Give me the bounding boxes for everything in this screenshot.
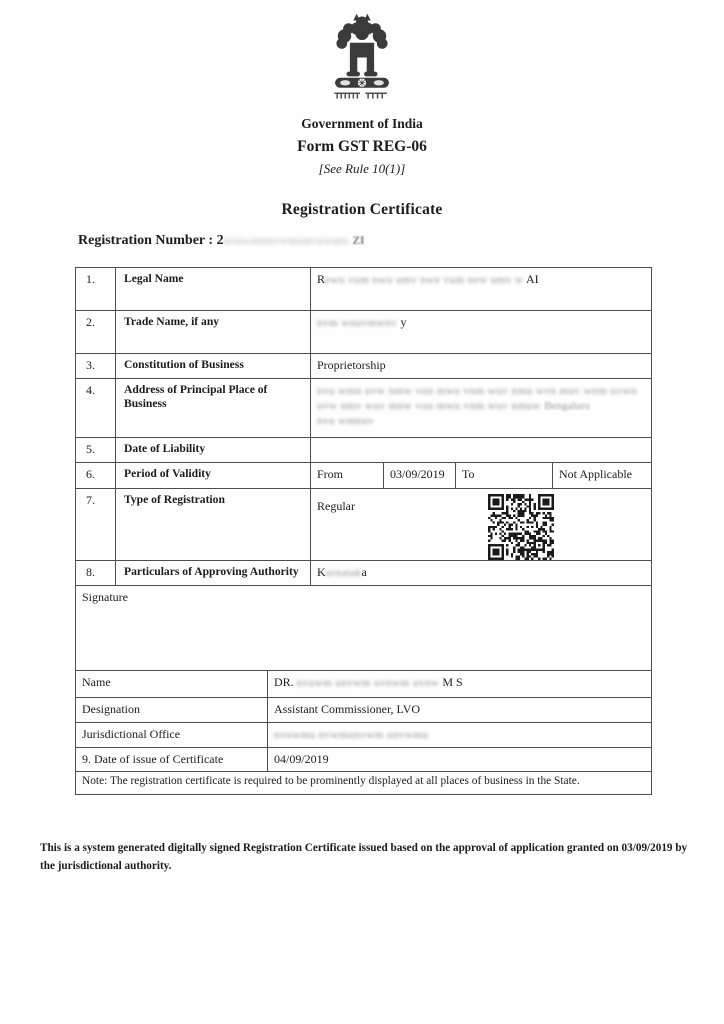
legal-name-label: Legal Name	[116, 268, 311, 310]
authority-visible-prefix: K	[317, 565, 326, 579]
legal-name-value	[311, 268, 651, 310]
row-number: 1.	[76, 268, 116, 310]
registration-type-text: Regular	[317, 499, 355, 513]
row-legal-name	[76, 268, 651, 311]
address-line1-redacted: nvu wmn uvw nmw vun mwu vnm wuv nmu wvn muv wnm uvwn	[317, 385, 637, 397]
authority-visible-suffix: a	[361, 565, 367, 579]
address-line3-redacted: nvu wmnuv	[317, 415, 374, 427]
row-type-of-registration	[76, 489, 651, 561]
jurisdictional-office-label: Jurisdictional Office	[76, 723, 268, 747]
address-line2-redacted: uvw nmv wuv mnw vun mwu vnm wuv nmuw	[317, 400, 545, 412]
name-redacted: nvuwm unvwm uvnwm uvnw	[296, 677, 440, 689]
row-number: 6.	[76, 463, 116, 488]
row-jurisdictional-office	[76, 723, 651, 748]
row-number: 8.	[76, 561, 116, 585]
row-number: 5.	[76, 438, 116, 462]
ashoka-emblem-icon	[325, 6, 399, 106]
address-city-faint: Bengaluru	[544, 400, 591, 412]
footer-line-1: This is a system generated digitally signed Registration Certificate issued based on the approval of application granted on 03/09/2019 by	[40, 842, 688, 854]
to-label: To	[456, 463, 553, 488]
jurisdictional-office-redacted: nvuwmu nvwmunvwm unvwmu	[274, 729, 429, 741]
type-of-registration-value	[311, 489, 651, 560]
approving-authority-label: Particulars of Approving Authority	[116, 561, 311, 585]
footer-line-2: the jurisdictional authority.	[40, 860, 172, 873]
footer-statement	[40, 839, 710, 876]
certificate-table	[75, 267, 652, 795]
authority-redacted: arnatak	[325, 567, 362, 579]
row-number: 3.	[76, 354, 116, 378]
period-of-validity-cells	[311, 463, 651, 488]
name-value	[268, 671, 651, 697]
rule-reference: [See Rule 10(1)]	[318, 161, 406, 176]
row-signature	[76, 586, 651, 671]
row-constitution	[76, 354, 651, 379]
row-designation	[76, 698, 651, 723]
row-period-of-validity	[76, 463, 651, 489]
name-label: Name	[76, 671, 268, 697]
row-date-of-issue	[76, 748, 651, 772]
qr-code	[488, 494, 554, 560]
trade-name-label: Trade Name, if any	[116, 311, 311, 353]
row-number: 7.	[76, 489, 116, 560]
signature-label: Signature	[82, 590, 128, 604]
row-approving-authority	[76, 561, 651, 586]
form-title: Form GST REG-06	[297, 138, 427, 155]
note-text: Note: The registration certificate is required to be prominently displayed at all places of business in the State.	[82, 775, 580, 787]
row-date-of-liability	[76, 438, 651, 463]
trade-name-value	[311, 311, 651, 353]
trade-name-redacted: nvm wnuvmwnv	[317, 317, 401, 329]
date-of-issue-label: 9. Date of issue of Certificate	[76, 748, 268, 771]
date-of-liability-value	[311, 438, 651, 462]
row-trade-name	[76, 311, 651, 354]
name-visible-prefix: DR.	[274, 675, 297, 689]
registration-number-redacted: nvuwmunvwmunvuwmu	[223, 235, 349, 247]
legal-name-redacted: ewn vum nwu umv nwe vum new umv w	[325, 274, 524, 286]
from-date: 03/09/2019	[384, 463, 456, 488]
government-line: Government of India	[301, 116, 423, 131]
row-address	[76, 379, 651, 438]
designation-value: Assistant Commissioner, LVO	[274, 702, 421, 716]
satyameva-jayate-motto	[334, 93, 386, 99]
period-of-validity-label: Period of Validity	[116, 463, 311, 488]
row-note	[76, 772, 651, 794]
registration-number-tail: ZI	[352, 235, 365, 247]
name-visible-suffix: M S	[439, 675, 463, 689]
from-label: From	[311, 463, 384, 488]
certificate-header	[0, 6, 724, 219]
date-of-liability-label: Date of Liability	[116, 438, 311, 462]
type-of-registration-label: Type of Registration	[116, 489, 311, 560]
designation-label: Designation	[76, 698, 268, 722]
trade-name-visible-suffix: y	[400, 315, 407, 329]
date-of-issue-value: 04/09/2019	[274, 752, 329, 766]
approving-authority-value	[311, 561, 651, 585]
registration-number-label: Registration Number :	[78, 233, 217, 248]
row-number: 2.	[76, 311, 116, 353]
address-value	[311, 379, 651, 437]
constitution-label: Constitution of Business	[116, 354, 311, 378]
constitution-value: Proprietorship	[317, 358, 386, 372]
registration-number-prefix: 2	[216, 233, 224, 248]
registration-number	[78, 233, 364, 249]
row-officer-name	[76, 671, 651, 698]
to-value: Not Applicable	[559, 467, 632, 481]
certificate-title: Registration Certificate	[281, 201, 443, 218]
jurisdictional-office-value	[268, 723, 651, 747]
legal-name-visible-suffix: AI	[525, 272, 539, 286]
legal-name-visible-prefix: R	[317, 272, 326, 286]
row-number: 4.	[76, 379, 116, 437]
address-label: Address of Principal Place of Business	[116, 379, 311, 437]
